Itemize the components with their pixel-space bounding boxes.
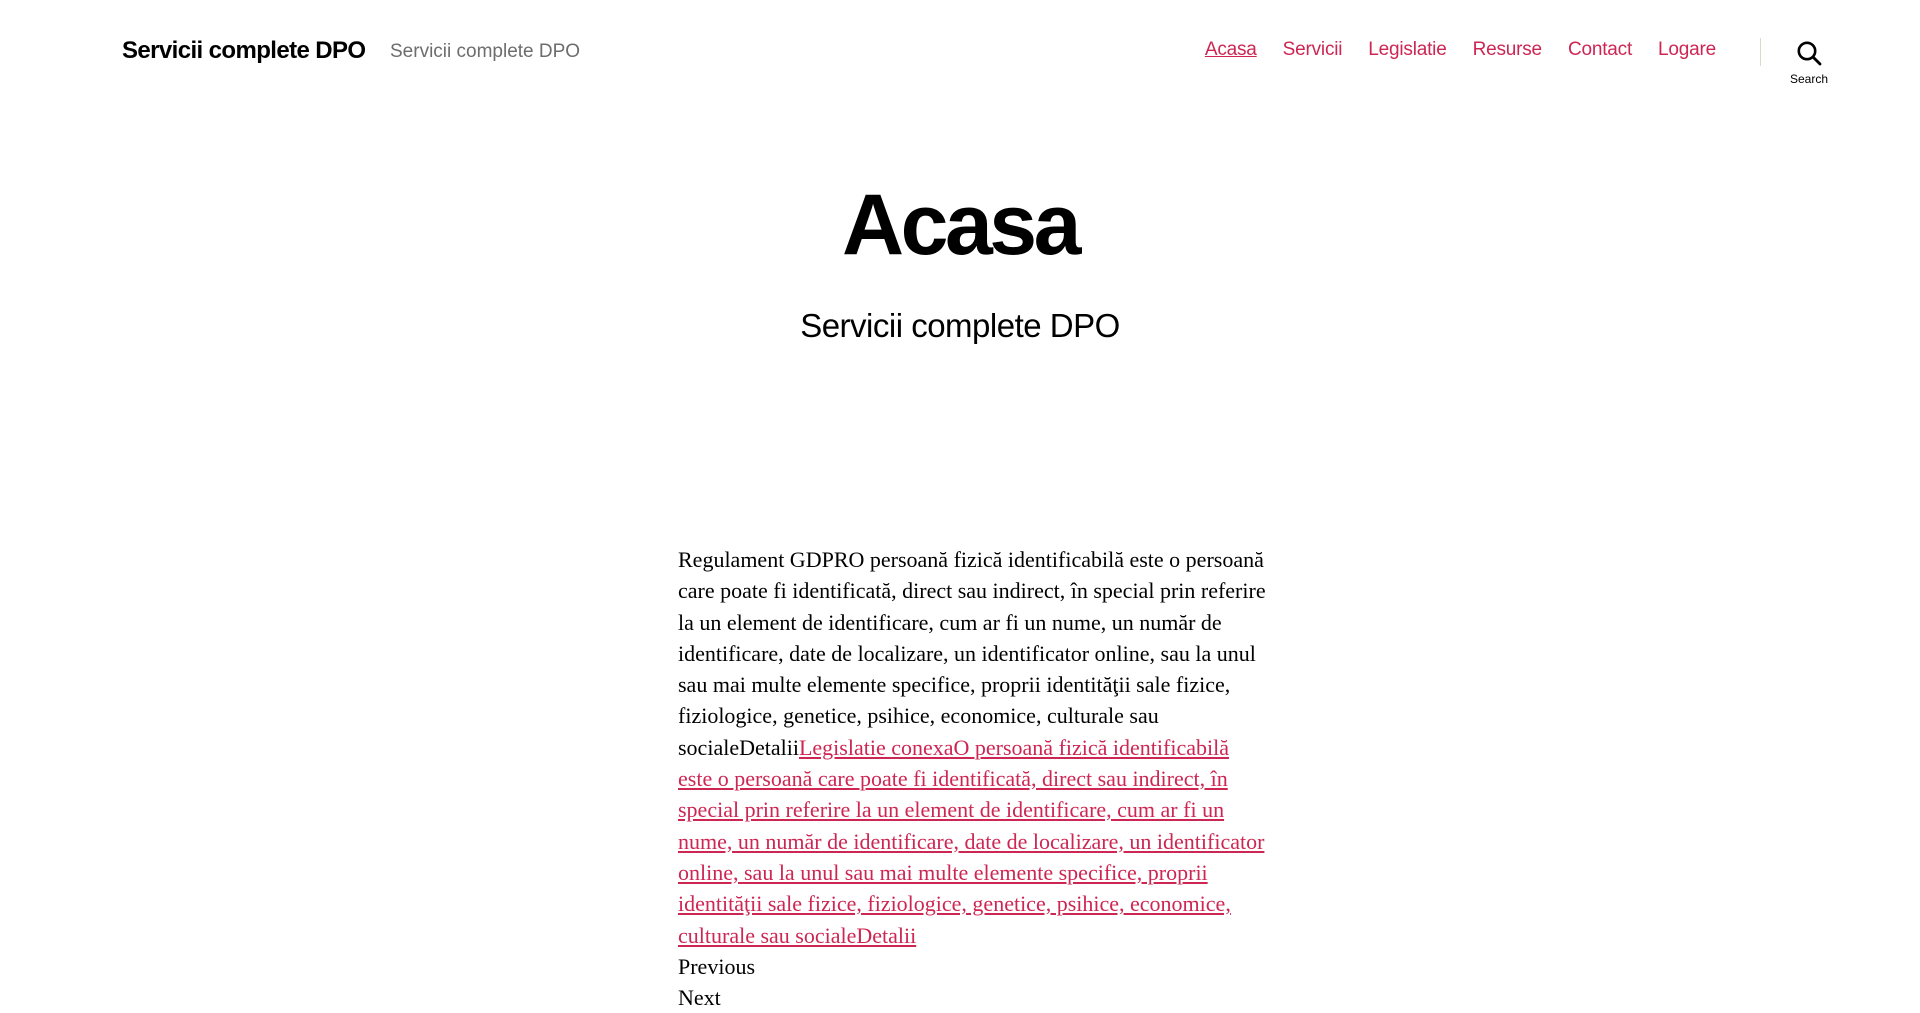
menu-item-legislatie: [1368, 39, 1446, 61]
menu-item-logare: [1658, 39, 1716, 61]
search-icon: [1796, 40, 1822, 66]
slide-text: O persoană fizică identificabilă este o persoană care poate fi identificată, direct sau indirect, în special prin referire la un element de identificare, cum ar fi un nume, un număr de identificare, date de localizare, un identificator online, sau la unul sau mai multe elemente specifice, proprii identităţii sale fizice, fiziologice, genetice, psihice, economice, culturale sau sociale: [678, 547, 1266, 760]
menu-link-logare[interactable]: Logare: [1658, 39, 1716, 60]
site-description: Servicii complete DPO: [390, 41, 581, 62]
slide-details: Detalii: [739, 734, 799, 760]
menu-link-acasa[interactable]: Acasa: [1204, 39, 1257, 60]
menu-link-legislatie[interactable]: Legislatie: [1368, 39, 1447, 60]
search-label: Search: [1789, 72, 1829, 86]
menu-item-contact: [1568, 39, 1632, 61]
slide-title: Regulament GDPR: [678, 547, 849, 572]
search-button[interactable]: [1786, 38, 1832, 88]
header-divider: [1760, 38, 1761, 66]
entry-content: [678, 544, 1268, 1013]
menu-link-contact[interactable]: Contact: [1567, 39, 1633, 60]
page-subtitle: Servicii complete DPO: [800, 307, 1120, 344]
menu-link-resurse[interactable]: Resurse: [1472, 39, 1542, 60]
site-header: [0, 0, 1920, 100]
slide-link-legislatie-conexa[interactable]: Legislatie conexaO persoană fizică identificabilă este o persoană care poate fi identificată, direct sau indirect, în special prin referire la un element de identificare, cum ar fi un nume, un număr de identificare, date de localizare, un identificator online, sau la unul sau mai multe elemente specifice, proprii identităţii sale fizice, fiziologice, genetice, psihice, economice, culturale sau socialeDetalii: [678, 734, 1265, 948]
site-title[interactable]: Servicii complete DPO: [122, 37, 366, 64]
page-title: Acasa: [842, 177, 1078, 273]
slider-next-button[interactable]: Next: [678, 985, 721, 1011]
menu-link-servicii[interactable]: Servicii: [1282, 39, 1343, 60]
menu-item-resurse: [1473, 39, 1542, 61]
primary-menu: [1179, 39, 1716, 61]
menu-item-acasa: [1205, 39, 1257, 61]
menu-item-servicii: [1283, 39, 1343, 61]
slider-previous-button[interactable]: Previous: [678, 953, 755, 979]
